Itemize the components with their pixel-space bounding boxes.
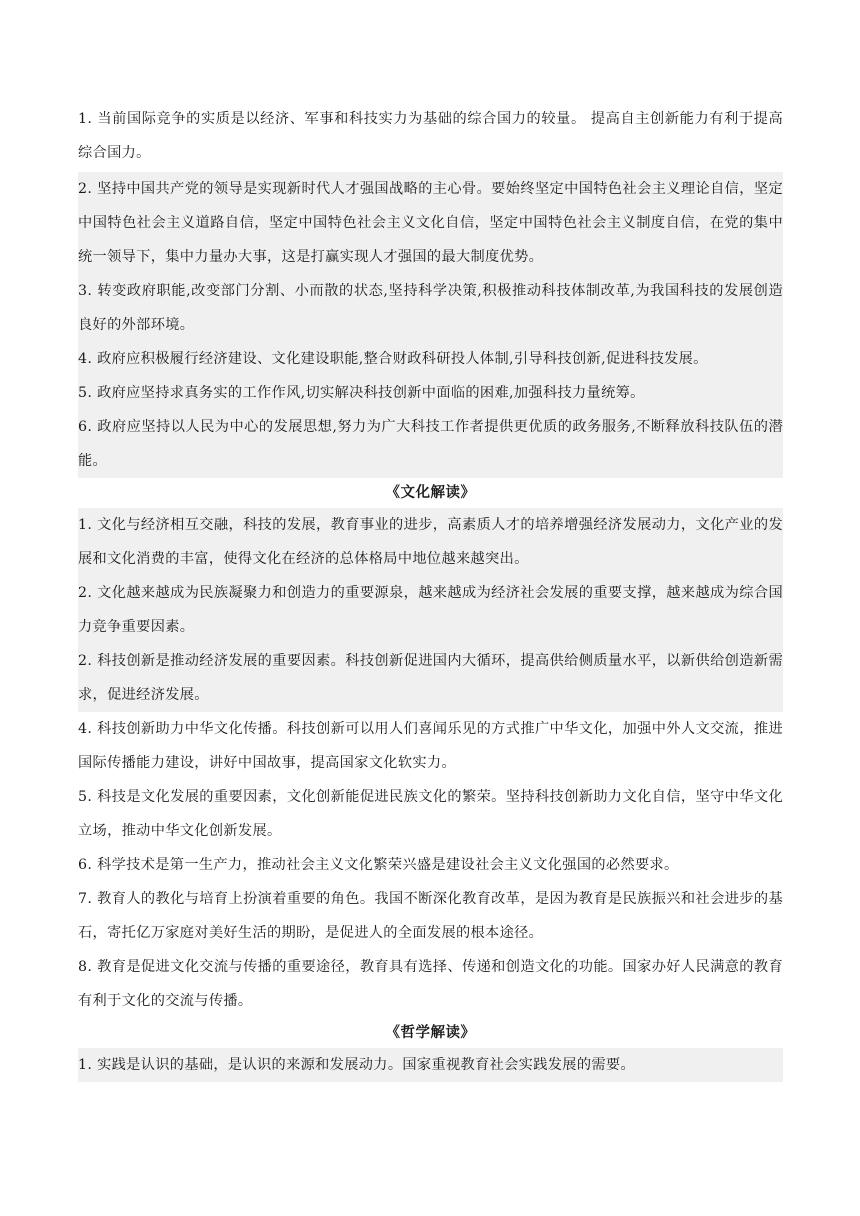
intro-paragraph-4: 4. 政府应积极履行经济建设、文化建设职能,整合财政科研投人体制,引导科技创新,促进科技发展。 — [78, 351, 708, 367]
intro-paragraph-1: 1. 当前国际竞争的实质是以经济、军事和科技实力为基础的综合国力的较量。 提高自主创新能力有利于提高综合国力。 — [78, 111, 783, 161]
shaded-block-politics — [78, 172, 783, 478]
culture-paragraph-3: 2. 科技创新是推动经济发展的重要因素。科技创新促进国内大循环，提高供给侧质量水平，以新供给创造新需求，促进经济发展。 — [78, 653, 783, 703]
intro-paragraph-6: 6. 政府应坚持以人民为中心的发展思想,努力为广大科技工作者提供更优质的政务服务,不断释放科技队伍的潜能。 — [78, 419, 783, 469]
intro-paragraph-3: 3. 转变政府职能,改变部门分割、小而散的状态,坚持科学决策,积极推动科技体制改革,为我国科技的发展创造良好的外部环境。 — [78, 283, 783, 333]
culture-paragraph-6: 6. 科学技术是第一生产力，推动社会主义文化繁荣兴盛是建设社会主义文化强国的必然要求。 — [78, 857, 679, 873]
philosophy-paragraph-1: 1. 实践是认识的基础，是认识的来源和发展动力。国家重视教育社会实践发展的需要。 — [78, 1048, 783, 1082]
section-heading-philosophy: 《哲学解读》 — [385, 1024, 476, 1041]
culture-paragraph-8: 8. 教育是促进文化交流与传播的重要途径，教育具有选择、传递和创造文化的功能。国家办好人民满意的教育有利于文化的交流与传播。 — [78, 959, 783, 1009]
culture-paragraph-5: 5. 科技是文化发展的重要因素，文化创新能促进民族文化的繁荣。坚持科技创新助力文化自信，坚守中华文化立场，推动中华文化创新发展。 — [78, 789, 783, 839]
section-heading-culture: 《文化解读》 — [385, 484, 476, 501]
culture-paragraph-7: 7. 教育人的教化与培育上扮演着重要的角色。我国不断深化教育改革，是因为教育是民族振兴和社会进步的基石，寄托亿万家庭对美好生活的期盼，是促进人的全面发展的根本途径。 — [78, 891, 783, 941]
culture-paragraph-4: 4. 科技创新助力中华文化传播。科技创新可以用人们喜闻乐见的方式推广中华文化，加强中外人文交流，推进国际传播能力建设，讲好中国故事，提高国家文化软实力。 — [78, 721, 783, 771]
shaded-block-culture — [78, 508, 783, 712]
document-body — [78, 102, 783, 1082]
culture-paragraph-1: 1. 文化与经济相互交融，科技的发展，教育事业的进步，高素质人才的培养增强经济发展动力，文化产业的发展和文化消费的丰富，使得文化在经济的总体格局中地位越来越突出。 — [78, 517, 783, 567]
intro-paragraph-5: 5. 政府应坚持求真务实的工作作风,切实解决科技创新中面临的困难,加强科技力量统筹。 — [78, 385, 645, 401]
culture-paragraph-2: 2. 文化越来越成为民族凝聚力和创造力的重要源泉，越来越成为经济社会发展的重要支撑，越来越成为综合国力竞争重要因素。 — [78, 585, 783, 635]
intro-paragraph-2: 2. 坚持中国共产党的领导是实现新时代人才强国战略的主心骨。要始终坚定中国特色社会主义理论自信，坚定中国特色社会主义道路自信，坚定中国特色社会主义文化自信，坚定中国特色社会主义制度自信，在党的集中统一领导下，集中力量办大事，这是打赢实现人才强国的最大制度优势。 — [78, 181, 783, 265]
